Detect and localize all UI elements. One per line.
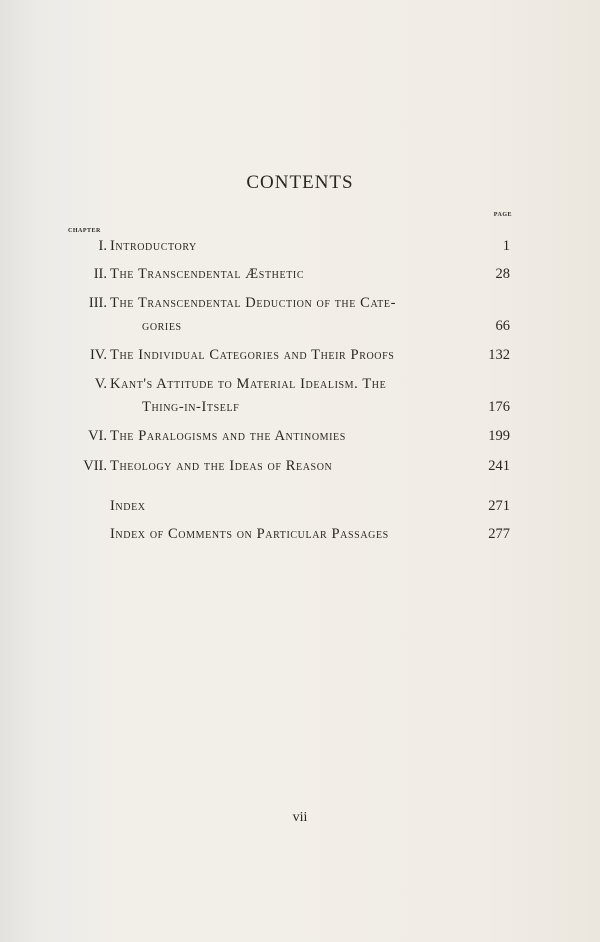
chapter-page: 1	[502, 238, 510, 254]
chapter-title: Theology and the Ideas of Reason	[110, 458, 333, 474]
contents-heading: CONTENTS	[246, 172, 354, 193]
index-title: Index	[110, 498, 146, 514]
chapter-page: 176	[488, 399, 510, 415]
chapter-number: IV.	[89, 347, 107, 363]
comments-index-page: 277	[488, 526, 510, 542]
index-page: 271	[488, 498, 510, 514]
chapter-number: II.	[93, 266, 107, 282]
page-folio: vii	[292, 810, 308, 825]
chapter-title: The Individual Categories and Their Proofs	[110, 347, 395, 363]
chapter-title-continued: Thing-in-Itself	[142, 399, 240, 415]
chapter-number: VI.	[88, 428, 107, 444]
chapter-page: 241	[488, 458, 510, 474]
chapter-number: III.	[88, 295, 107, 311]
page-column-header: PAGE	[493, 212, 512, 218]
comments-index-title: Index of Comments on Particular Passages	[110, 526, 389, 542]
chapter-page: 66	[495, 318, 510, 334]
chapter-number: V.	[94, 376, 107, 392]
chapter-number: VII.	[83, 458, 107, 474]
chapter-title: Kant's Attitude to Material Idealism. The	[110, 376, 387, 392]
chapter-page: 132	[488, 347, 510, 363]
chapter-title-continued: gories	[142, 318, 182, 334]
chapter-page: 28	[495, 266, 510, 282]
chapter-column-header: CHAPTER	[68, 228, 101, 234]
chapter-page: 199	[488, 428, 510, 444]
chapter-number: I.	[98, 238, 107, 254]
chapter-title: Introductory	[110, 238, 197, 254]
chapter-title: The Paralogisms and the Antinomies	[110, 428, 346, 444]
chapter-title: The Transcendental Æsthetic	[110, 266, 305, 282]
chapter-title: The Transcendental Deduction of the Cate-	[110, 295, 396, 311]
